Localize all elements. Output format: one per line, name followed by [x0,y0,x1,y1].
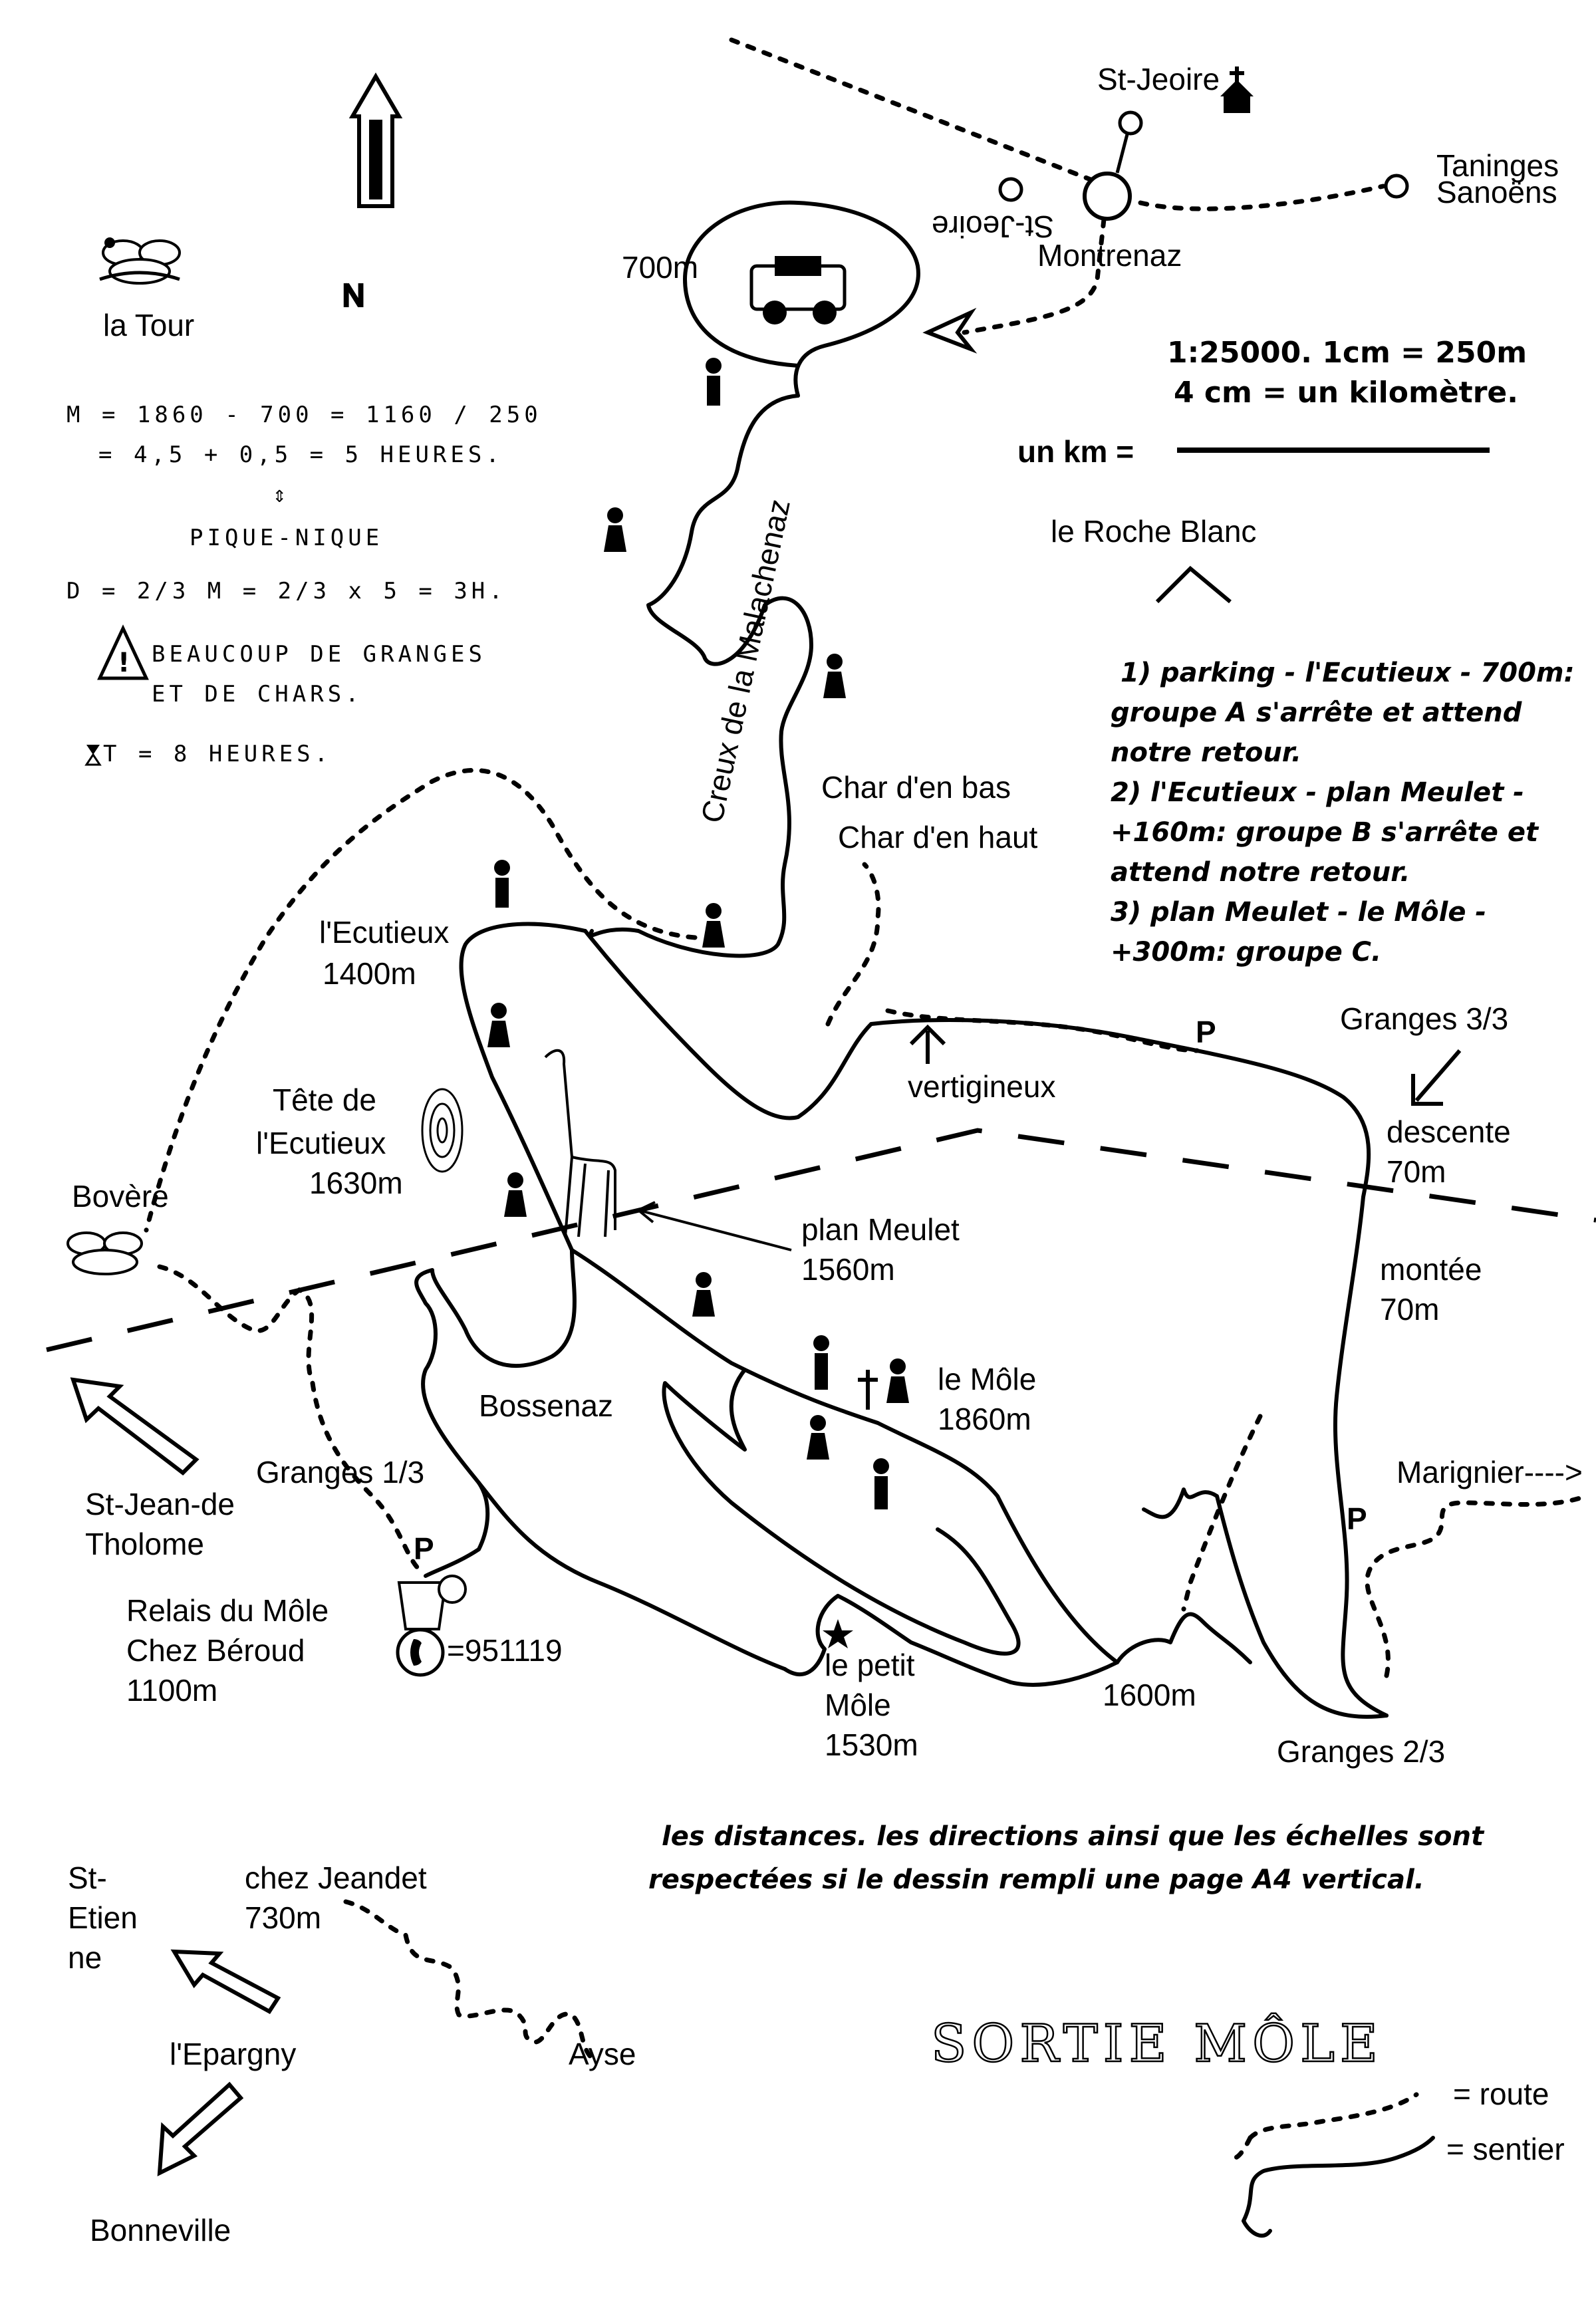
calc-pique-nique: PIQUE-NIQUE [190,525,384,551]
north-letter: N [342,278,365,313]
st-jeoire-road-label: St-Jeoire [931,209,1054,244]
scale-line-1: 1:25000. 1cm = 250m [1167,336,1528,370]
summit-icon [422,1089,462,1172]
legend-sentier-label: = sentier [1446,2132,1565,2166]
montrenaz-node [1000,112,1407,219]
descente-alt-label: 70m [1387,1154,1446,1189]
calc-line-4: D = 2/3 M = 2/3 x 5 = 3H. [66,578,507,604]
creux-label: Creux de la Malachenaz [694,496,797,827]
tete-label-1: Tête de [273,1083,376,1117]
ayse-label: Ayse [569,2037,636,2071]
note-line-1: les distances. les directions ainsi que les échelles sont [662,1821,1484,1852]
legend [1230,2077,1565,2236]
mole-alt-label: 1860m [938,1402,1031,1436]
st-jean-label-1: St-Jean-de [85,1487,235,1521]
group-line-6: attend notre retour. [1111,857,1410,888]
st-etienne-arrow-icon [174,1952,278,2011]
la-tour-icon [100,237,180,283]
phone-icon [398,1630,443,1675]
montee-label: montée [1380,1252,1482,1287]
parking-p-3: P [414,1531,434,1566]
char-bas-label: Char d'en bas [821,770,1011,805]
st-jean-arrow-icon [73,1380,196,1473]
st-etienne-label-1: St- [68,1860,107,1895]
drink-icon [399,1576,466,1629]
calc-warn-1: BEAUCOUP DE GRANGES [152,641,486,668]
mole-label: le Môle [938,1362,1037,1396]
plan-meulet-alt-label: 1560m [801,1252,895,1287]
st-jeoire-label: St-Jeoire [1097,62,1220,96]
bonneville-arrow-icon [160,2085,241,2173]
note-line-2: respectées si le dessin rempli une page A4 vertical. [648,1864,1424,1895]
group-line-4: 2) l'Ecutieux - plan Meulet - [1111,777,1524,808]
vertigineux-arrow-icon [911,1027,944,1064]
jeandet-label: chez Jeandet [245,1860,427,1895]
parking-p-2: P [1347,1501,1367,1536]
bovere-icon [68,1233,142,1274]
scale-line-2: 4 cm = un kilomètre. [1174,376,1518,410]
calc-total: T = 8 HEURES. [103,741,332,767]
person-icons [487,358,909,1509]
st-etienne-label-3: ne [68,1940,102,1975]
giraffe-icon [545,1051,615,1237]
granges-33-label: Granges 3/3 [1340,1001,1509,1036]
scale-km-label: un km = [1017,434,1134,469]
la-tour-label: la Tour [103,308,195,342]
taninges-label: Taninges [1436,148,1559,183]
north-arrow [342,76,399,313]
char-haut-label: Char d'en haut [838,820,1038,854]
tete-alt-label: 1630m [309,1166,403,1200]
descente-label: descente [1387,1114,1511,1149]
map-title: SORTIE MÔLE [931,2014,1383,2074]
hourglass-icon [86,745,100,765]
montrenaz-label: Montrenaz [1037,238,1182,273]
montee-alt-label: 70m [1380,1292,1440,1327]
group-line-8: +300m: groupe C. [1111,937,1382,967]
calc-arrow: ⇕ [273,481,291,508]
sanoens-label: Sanoëns [1436,175,1557,209]
church-icon [1220,66,1254,113]
calc-warn-2: ET DE CHARS. [152,681,363,707]
epargny-label: l'Epargny [170,2037,297,2071]
legend-route-label: = route [1453,2077,1549,2111]
car-icon [751,256,845,324]
st-etienne-label-2: Etien [68,1900,138,1935]
warning-icon [100,628,146,678]
group-line-2: groupe A s'arrête et attend [1111,698,1522,728]
ecutieux-alt-label: 1400m [323,956,416,991]
bonneville-label: Bonneville [90,2213,231,2247]
calc-line-2: = 4,5 + 0,5 = 5 HEURES. [98,442,503,468]
phone-number-label: =951119 [447,1633,563,1668]
calc-line-1: M = 1860 - 700 = 1160 / 250 [66,402,542,428]
relais-alt-label: 1100m [126,1673,218,1708]
tete-label-2: l'Ecutieux [256,1126,386,1160]
granges-33-arrow-icon [1413,1051,1460,1104]
cross-icon [858,1370,878,1410]
alt-1600-label: 1600m [1103,1678,1196,1712]
legend-sentier-line [1244,2138,1433,2221]
granges-23-label: Granges 2/3 [1277,1734,1446,1769]
plan-meulet-pointer-icon [638,1202,791,1250]
parking-p-1: P [1196,1015,1216,1049]
bossenaz-label: Bossenaz [479,1388,614,1423]
svg-text:!: ! [118,648,130,678]
roche-blanc-label: le Roche Blanc [1051,514,1257,549]
star-icon [823,1619,853,1648]
marignier-label: Marignier----> [1396,1455,1583,1489]
roche-blanc-peak-icon [1157,569,1230,602]
granges-13-label: Granges 1/3 [256,1455,425,1489]
petit-mole-label-2: Môle [825,1688,891,1722]
plan-meulet-label: plan Meulet [801,1212,960,1247]
group-line-3: notre retour. [1111,737,1302,768]
parking-alt-label: 700m [622,250,699,285]
relais-label-1: Relais du Môle [126,1593,329,1628]
jeandet-alt-label: 730m [245,1900,322,1935]
vertigineux-label: vertigineux [908,1069,1056,1104]
st-jean-label-2: Tholome [85,1527,204,1561]
legend-route-line [1250,2095,1416,2138]
petit-mole-alt-label: 1530m [825,1728,918,1762]
ecutieux-label: l'Ecutieux [319,915,450,950]
group-line-5: +160m: groupe B s'arrête et [1111,817,1539,848]
group-line-1: 1) parking - l'Ecutieux - 700m: [1121,658,1575,688]
group-line-7: 3) plan Meulet - le Môle - [1111,897,1487,928]
bovere-label: Bovère [72,1179,169,1214]
petit-mole-label-1: le petit [825,1648,915,1682]
relais-label-2: Chez Béroud [126,1633,305,1668]
